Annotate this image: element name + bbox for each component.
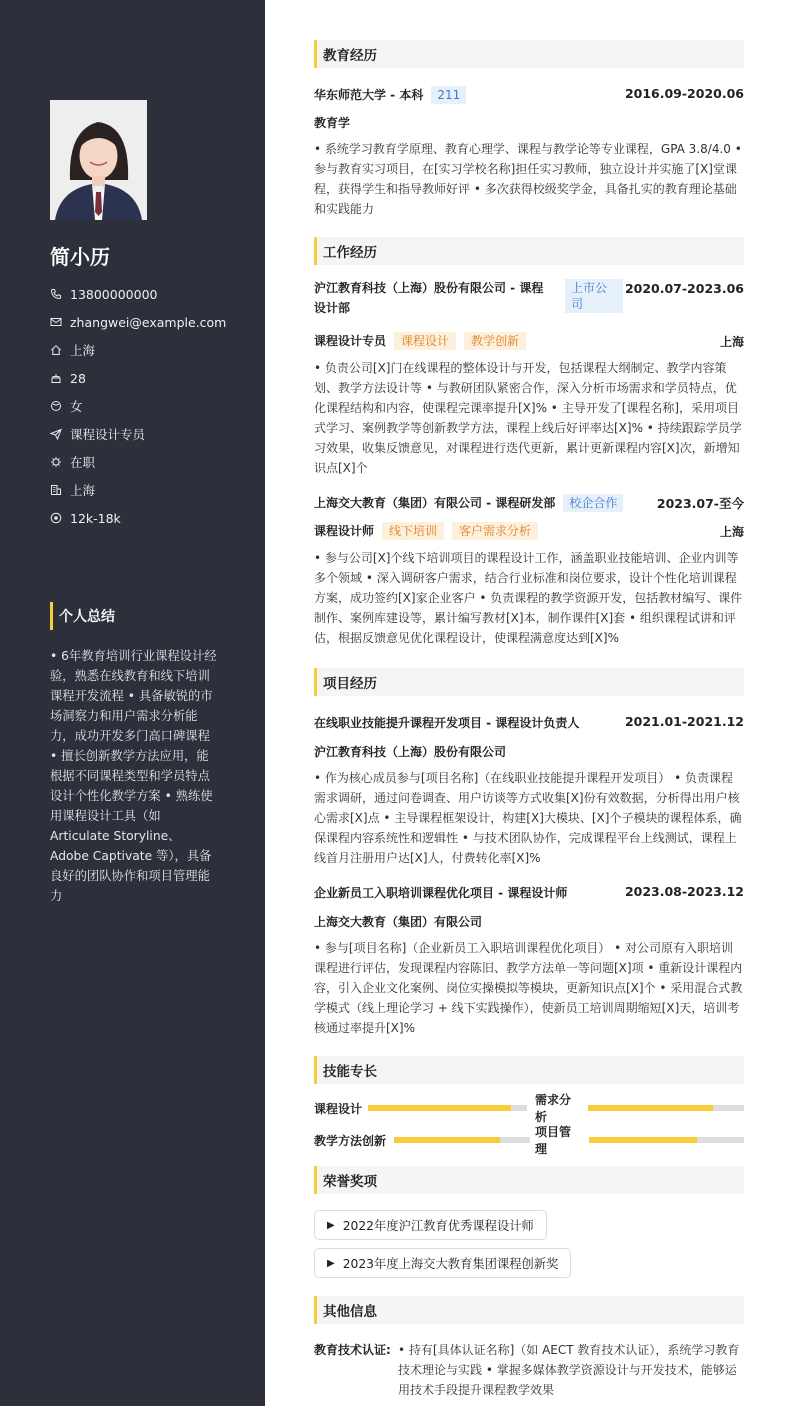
projects-heading: 项目经历 [314,668,744,696]
skill-item [535,1125,744,1156]
project-date: 2021.01-2021.12 [624,714,744,729]
phone-icon [50,288,62,300]
email-text: zhangwei@example.com [70,314,227,330]
work-header-row [314,281,744,318]
skill-bar-fill [368,1105,511,1111]
skill-item [314,1100,527,1116]
award-text: 2022年度沪江教育优秀课程设计师 [342,1219,534,1233]
work-skill-tag: 教学创新 [464,332,526,350]
project-name: 在线职业技能提升课程开发项目 - 课程设计负责人 [314,716,580,730]
home-icon [50,344,62,356]
send-icon [50,428,62,440]
project-header-row [314,884,744,901]
education-major-row [314,114,744,131]
work-desc: • 负责公司[X]门在线课程的整体设计与开发，包括课程大纲制定、教学内容策划、教学方法设计等 • 与教研团队紧密合作，深入分析市场需求和学员特点，优化课程结构和内容，使课程完课率提升[X]% • 主导开发了[课程名称]，采用项目式学习、案例教学等创新教学方法，课程上线后好评率达[X]% • 持续跟踪学员学习效果，收集反馈意见，对课程进行迭代更新，累计更新课程内容[X]次，新增知识点[X]个 [314,361,742,475]
education-school-wrap [314,86,466,104]
work-company: 上海交大教育（集团）有限公司 - 课程研发部 [314,496,556,510]
contact-status [50,448,250,476]
building-icon [50,484,62,496]
work-company: 沪江教育科技（上海）股份有限公司 - 课程设计部 [314,281,544,315]
location-text: 上海 [70,343,96,358]
skill-bar-fill [394,1137,500,1143]
skill-bar [394,1137,530,1143]
summary-text: • 6年教育培训行业课程设计经验，熟悉在线教育和线下培训课程开发流程 • 具备敏锐的市场洞察力和用户需求分析能力，成功开发多门高口碑课程 • 擅长创新教学方法应用，能根据不同课程类型和学员特点设计个性化教学方案 • 熟练使用课程设计工具（如 Articulate Storyline、Adobe Captivate 等），具备良好的团队协作和项目管理能力 [50,649,217,903]
project-org: 上海交大教育（集团）有限公司 [314,915,483,929]
project-org: 沪江教育科技（上海）股份有限公司 [314,745,507,759]
salary-icon [50,512,62,524]
skill-item [535,1093,744,1124]
other-label: 教育技术认证: [314,1343,391,1357]
work-heading: 工作经历 [314,237,744,265]
mail-icon [50,316,62,328]
city-text: 上海 [70,483,96,498]
skill-bar [368,1105,527,1111]
work-role-row [314,332,744,350]
main-content [314,40,744,1400]
avatar [50,100,147,220]
skill-bar [588,1105,744,1111]
work-skill-tag: 客户需求分析 [452,522,538,540]
skill-name: 教学方法创新 [314,1133,387,1148]
education-header-row [314,86,744,104]
work-role: 课程设计师 [314,524,375,538]
work-city: 上海 [719,334,744,349]
project-header-row [314,714,744,731]
avatar-portrait-icon [50,100,147,220]
status-icon [50,456,62,468]
skill-bar [589,1137,744,1143]
play-icon: ▶ [327,1219,335,1231]
position-text: 课程设计专员 [70,427,146,442]
project-item [314,714,744,868]
contact-location [50,336,250,364]
awards-heading: 荣誉奖项 [314,1166,744,1194]
work-role-row [314,522,744,540]
award-text: 2023年度上海交大教育集团课程创新奖 [342,1257,559,1271]
education-desc: • 系统学习教育学原理、教育心理学、课程与教学论等专业课程，GPA 3.8/4.0 • 参与教育实习项目，在[实习学校名称]担任实习教师，独立设计并实施了[X]堂课程，获得学生和指导教师好评 • 多次获得校级奖学金，具备扎实的教育理论基础和实践能力 [314,142,742,216]
contact-position [50,420,250,448]
awards-list [314,1210,744,1240]
project-date: 2023.08-2023.12 [624,884,744,899]
skill-bar-fill [588,1105,713,1111]
education-date: 2016.09-2020.06 [624,86,744,101]
cake-icon [50,372,62,384]
work-company-tag: 校企合作 [563,494,623,512]
education-school: 华东师范大学 - 本科 [314,88,424,102]
work-date: 2020.07-2023.06 [624,281,744,296]
skills-grid [314,1093,744,1160]
salary-text: 12k-18k [70,510,121,526]
education-major: 教育学 [314,116,351,130]
gender-text: 女 [70,399,83,414]
status-text: 在职 [70,455,96,470]
contact-city [50,476,250,504]
project-org-row [314,913,744,930]
summary-title: 个人总结 [50,602,115,630]
award-item[interactable] [314,1248,571,1278]
work-city: 上海 [719,524,744,539]
skill-bar-fill [589,1137,698,1143]
skill-name: 需求分析 [535,1093,572,1124]
work-header-row [314,494,744,512]
skill-name: 课程设计 [314,1101,363,1116]
work-role: 课程设计专员 [314,334,387,348]
work-skill-tag: 课程设计 [394,332,456,350]
project-name: 企业新员工入职培训课程优化项目 - 课程设计师 [314,886,568,900]
phone-text: 13800000000 [70,286,158,302]
other-row [314,1340,744,1400]
age-text: 28 [70,370,86,386]
contact-email [50,308,250,336]
project-desc: • 作为核心成员参与[项目名称]（在线职业技能提升课程开发项目） • 负责课程需求调研，通过问卷调查、用户访谈等方式收集[X]份有效数据，分析得出用户核心需求[X]点 • 主导课程框架设计，构建[X]大模块、[X]个子模块的课程体系，确保课程内容系统性和逻辑性 • 与技术团队协作，完成课程平台上线测试，课程上线首月注册用户达[X]人，付费转化率[X]% [314,771,742,865]
project-desc: • 参与[项目名称]（企业新员工入职培训课程优化项目） • 对公司原有入职培训课程进行评估，发现课程内容陈旧、教学方法单一等问题[X]项 • 重新设计课程内容，引入企业文化案例、岗位实操模拟等模块，更新知识点[X]个 • 采用混合式教学模式（线上理论学习 + 线下实践操作），使新员工培训周期缩短[X]天，培训考核通过率提升[X]% [314,941,743,1035]
work-skill-tag: 线下培训 [382,522,444,540]
work-item [314,281,744,478]
skill-item [314,1132,530,1148]
contact-salary [50,504,250,532]
work-date: 2023.07-至今 [656,496,744,511]
work-item [314,494,744,648]
play-icon: ▶ [327,1257,335,1269]
work-desc: • 参与公司[X]个线下培训项目的课程设计工作，涵盖职业技能培训、企业内训等多个领域 • 深入调研客户需求，结合行业标准和岗位要求，设计个性化培训课程方案，成功签约[X]家企业客户 • 负责课程的教学资源开发，包括教材编写、课件制作、案例库建设等，累计编写教材[X]本，制作课件[X]套 • 组织课程试讲和评估，根据反馈意见优化课程设计，使课程满意度达到[X]% [314,551,743,645]
work-company-tag: 上市公司 [565,279,623,313]
contact-gender [50,392,250,420]
education-tag: 211 [431,86,466,104]
sidebar [0,0,265,1406]
other-heading: 其他信息 [314,1296,744,1324]
skills-heading: 技能专长 [314,1056,744,1084]
gender-icon [50,400,62,412]
award-item[interactable] [314,1210,547,1240]
education-heading: 教育经历 [314,40,744,68]
other-text: • 持有[具体认证名称]（如 AECT 教育技术认证），系统学习教育技术理论与实践 • 掌握多媒体教学资源设计与开发技术，能够运用技术手段提升课程教学效果 [398,1343,740,1397]
project-org-row [314,743,744,760]
project-item [314,884,744,1038]
skill-name: 项目管理 [535,1125,572,1156]
candidate-name: 简小历 [50,245,110,269]
contact-phone [50,280,250,308]
contact-list [50,280,250,532]
contact-age [50,364,250,392]
